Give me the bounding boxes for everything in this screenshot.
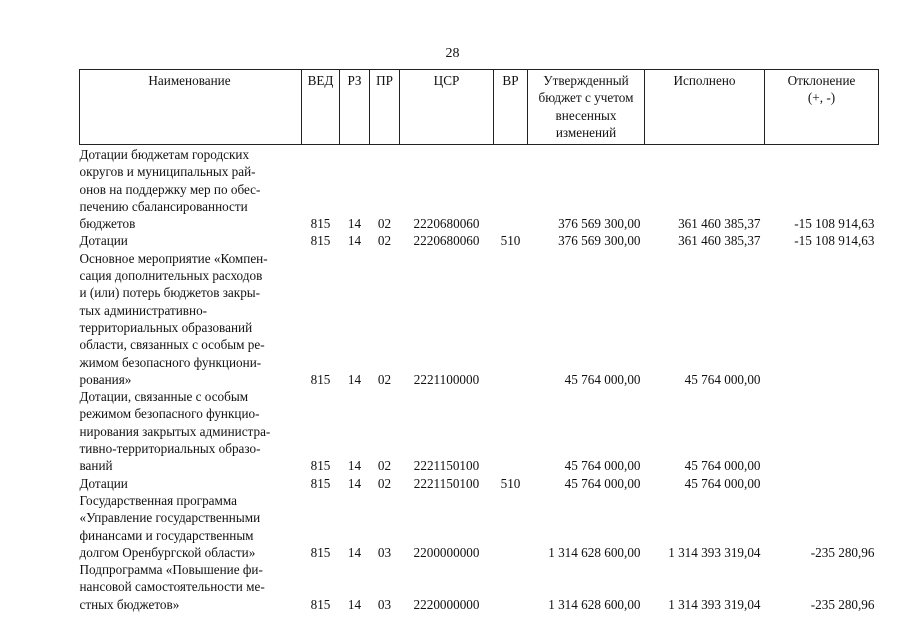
row-rz: 14 (347, 233, 362, 249)
row-pr: 02 (377, 216, 392, 232)
row-pr: 02 (377, 371, 392, 387)
row-csr: 2221150100 (413, 475, 480, 491)
row-rz: 14 (347, 216, 362, 232)
row-vr (494, 561, 528, 613)
table-header-row (80, 70, 879, 145)
page-number: 28 (445, 46, 460, 61)
header-csr: ЦСР (400, 70, 494, 145)
row-name: Основное мероприятие «Компен- сация дополнительных расходов и (или) потерь бюджетов закры- тых административно- территориальных образований области, связанных с особым ре- жимом безопасного функциони- рования» (79, 250, 268, 387)
table-row (80, 388, 879, 474)
row-executed: 361 460 385,37 (678, 233, 761, 249)
row-executed: 45 764 000,00 (684, 475, 761, 491)
table-row (80, 145, 879, 233)
header-ved: ВЕД (302, 70, 340, 145)
header-executed: Исполнено (645, 70, 765, 145)
row-name: Дотации (79, 475, 128, 491)
row-vr: 510 (500, 233, 521, 249)
header-deviation: Отклонение (+, -) (765, 70, 879, 145)
row-csr: 2220680060 (413, 233, 480, 249)
header-rz: РЗ (340, 70, 370, 145)
header-budget: Утвержденный бюджет с учетом внесенных изменений (528, 70, 645, 145)
row-pr: 02 (377, 475, 392, 491)
row-deviation (765, 388, 879, 474)
row-budget: 45 764 000,00 (564, 371, 641, 387)
row-vr: 510 (500, 475, 521, 491)
table-row (80, 492, 879, 561)
row-executed: 45 764 000,00 (684, 371, 761, 387)
row-csr: 2221100000 (413, 371, 480, 387)
row-budget: 45 764 000,00 (564, 458, 641, 474)
row-ved: 815 (310, 475, 331, 491)
row-vr (494, 250, 528, 388)
table-row (80, 561, 879, 613)
row-rz: 14 (347, 475, 362, 491)
row-ved: 815 (310, 371, 331, 387)
row-executed: 1 314 393 319,04 (668, 544, 761, 560)
row-deviation (765, 475, 879, 492)
row-rz: 14 (347, 596, 362, 612)
row-budget: 1 314 628 600,00 (548, 596, 641, 612)
row-deviation: -235 280,96 (810, 544, 875, 560)
row-budget: 1 314 628 600,00 (548, 544, 641, 560)
row-deviation: -15 108 914,63 (794, 233, 875, 249)
row-name: Дотации (79, 233, 128, 249)
row-name: Дотации, связанные с особым режимом безопасного функцио- нирования закрытых администра- тивно-территориальных образо- ваний (79, 389, 271, 474)
row-budget: 376 569 300,00 (558, 233, 641, 249)
row-ved: 815 (310, 596, 331, 612)
row-pr: 03 (377, 596, 392, 612)
row-ved: 815 (310, 458, 331, 474)
table-row (80, 250, 879, 388)
row-pr: 02 (377, 458, 392, 474)
row-csr: 2200000000 (413, 544, 480, 560)
row-executed: 1 314 393 319,04 (668, 596, 761, 612)
row-ved: 815 (310, 216, 331, 232)
row-pr: 02 (377, 233, 392, 249)
row-rz: 14 (347, 371, 362, 387)
row-budget: 376 569 300,00 (558, 216, 641, 232)
row-vr (494, 388, 528, 474)
row-vr (494, 492, 528, 561)
row-rz: 14 (347, 458, 362, 474)
table-row (80, 232, 879, 249)
row-budget: 45 764 000,00 (564, 475, 641, 491)
row-deviation: -15 108 914,63 (794, 216, 875, 232)
header-vr: ВР (494, 70, 528, 145)
row-ved: 815 (310, 233, 331, 249)
row-executed: 45 764 000,00 (684, 458, 761, 474)
row-csr: 2220680060 (413, 216, 480, 232)
row-csr: 2220000000 (413, 596, 480, 612)
table-row (80, 475, 879, 492)
row-deviation: -235 280,96 (810, 596, 875, 612)
row-executed: 361 460 385,37 (678, 216, 761, 232)
row-name: Дотации бюджетам городских округов и муниципальных рай- онов на поддержку мер по обес- печению сбалансированности бюджетов (79, 147, 261, 232)
row-pr: 03 (377, 544, 392, 560)
row-rz: 14 (347, 544, 362, 560)
header-pr: ПР (370, 70, 400, 145)
row-name: Государственная программа «Управление государственными финансами и государственным долгом Оренбургской области» (79, 492, 261, 560)
row-deviation (765, 250, 879, 388)
row-ved: 815 (310, 544, 331, 560)
header-name: Наименование (80, 70, 302, 145)
row-csr: 2221150100 (413, 458, 480, 474)
budget-table (79, 69, 879, 613)
row-name: Подпрограмма «Повышение фи- нансовой самостоятельности ме- стных бюджетов» (79, 562, 265, 612)
row-vr (494, 145, 528, 233)
